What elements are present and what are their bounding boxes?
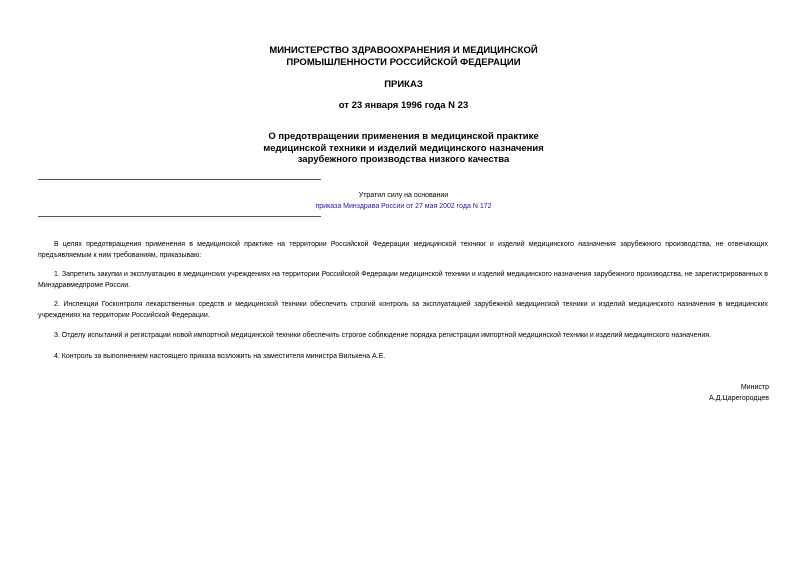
order-item-4: 4. Контроль за выполнением настоящего приказа возложить на заместителя министра Вилькена А.Е. [54,353,386,360]
status-note [200,190,607,212]
signature-name: А.Д.Царегородцев [709,395,769,402]
status-text: Утратил силу на основании [358,192,449,199]
title-line-2: медицинской техники и изделий медицинского назначения [263,142,544,154]
order-item-3: 3. Отделу испытаний и регистрации новой импортной медицинской техники обеспечить строгое соблюдение порядка регистрации импортной медицинской техники и изделий медицинского назначения. [54,332,711,339]
ministry-line-1: МИНИСТЕРСТВО ЗДРАВООХРАНЕНИЯ И МЕДИЦИНСКОЙ [269,45,538,56]
order-item-1: 1. Запретить закупки и эксплуатацию в медицинских учреждениях на территории Российской Федерации медицинской техники и изделий медицинского назначения зарубежного производства, не зарегистрированных в Минздравмедпроме России. [38,271,768,289]
signature-position: Министр [740,384,769,391]
title-line-3: зарубежного производства низкого качества [297,154,510,165]
document-title [200,131,607,166]
order-date: от 23 января 1996 года N 23 [338,100,469,111]
order-item-2: 2. Инспекции Госконтроля лекарственных средств и медицинской техники обеспечить строгий контроль за эксплуатацией зарубежной медицинской техники и изделий медицинского назначения в медицинских учреждениях на территории Российской Федерации. [38,301,768,319]
divider-top [38,179,321,180]
ministry-line-2: ПРОМЫШЛЕННОСТИ РОССИЙСКОЙ ФЕДЕРАЦИИ [286,56,521,68]
title-line-1: О предотвращении применения в медицинской практике [268,131,539,142]
order-label: ПРИКАЗ [384,79,423,90]
divider-bottom [38,216,321,217]
signature-block [709,382,769,404]
repeal-order-link[interactable]: приказа Минздрава России от 27 мая 2002 года N 172 [315,203,492,210]
ministry-name [200,45,607,68]
intro-paragraph: В целях предотвращения применения в медицинской практике на территории Российской Федерации медицинской техники и изделий медицинского назначения зарубежного производства, не отвечающих предъявляемым к ним требованиям, приказываю: [38,241,768,259]
